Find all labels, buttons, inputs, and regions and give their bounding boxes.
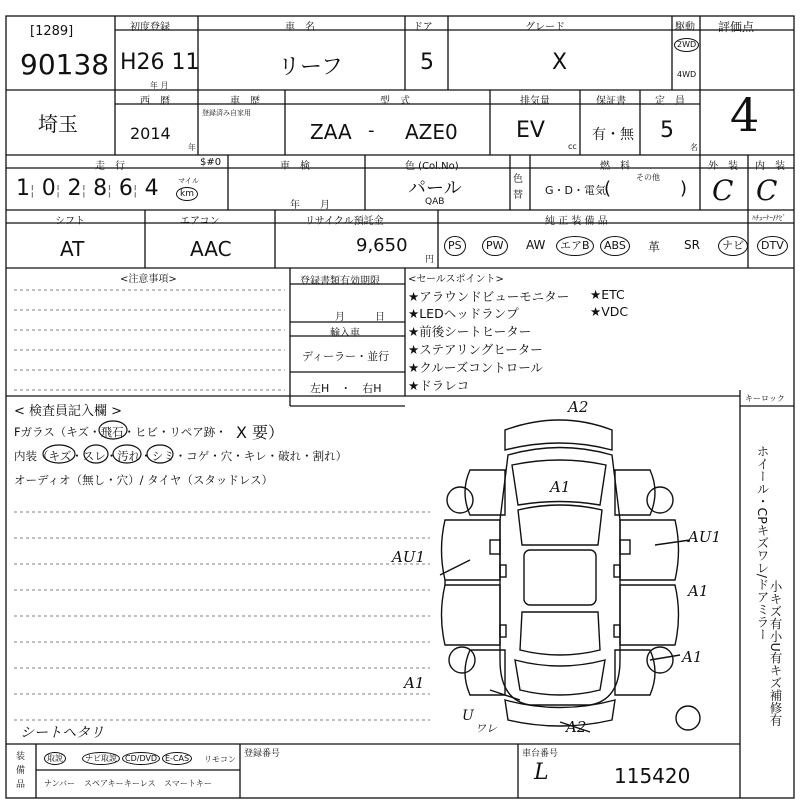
reg-number-label: 登録番号 [244, 749, 281, 759]
mileage-label: 走 行 [95, 161, 125, 172]
mileage-unit-mile: マイル [178, 177, 199, 185]
meter-label: $#0 [200, 157, 222, 168]
inspector-line-glass: Fガラス（キズ・飛石・ヒビ・リペア跡・ [14, 425, 227, 439]
vehicle-name-label: 車 名 [285, 22, 315, 33]
accessory-manual: 取説 [44, 752, 66, 765]
year-unit: 年 [188, 143, 196, 152]
exterior-value: C [712, 174, 734, 207]
model-label: 型 式 [380, 96, 410, 107]
grade-value: X [552, 50, 568, 75]
damage-mark: U [462, 708, 474, 724]
fuel-close: ) [680, 178, 688, 199]
score-value: 4 [730, 88, 760, 142]
damage-mark: A1 [682, 648, 703, 666]
inspector-line-interior: 内装（キズ・スレ・汚れ・シミ・コゲ・穴・キレ・破れ・割れ） [14, 449, 348, 463]
accessory-cd-dvd: CD/DVD [122, 752, 160, 765]
displacement-value: EV [516, 118, 545, 143]
exterior-label: 外 装 [708, 161, 738, 172]
sales-point-item: ★クルーズコントロール [408, 360, 543, 375]
chassis-prefix: L [534, 760, 549, 785]
history-label: 車 歴 [230, 96, 260, 107]
mileage-digit: 8 [93, 176, 108, 201]
inspector-label: < 検査員記入欄 > [14, 404, 123, 419]
damage-mark: A1 [688, 582, 709, 600]
first-registration-label: 初度登録 [130, 22, 170, 33]
accessory-navi-manual: ナビ取説 [82, 752, 120, 765]
warranty-value: 有・無 [592, 127, 634, 143]
model-value: AZE0 [405, 120, 458, 144]
sales-point-item: ★VDC [590, 304, 629, 319]
accessories-label: 装備品 [16, 752, 26, 790]
damage-mark: A1 [404, 674, 425, 692]
sales-point-item: ★ETC [590, 287, 625, 302]
mileage-digit: 4 [144, 176, 159, 201]
chassis-value: 115420 [614, 764, 691, 788]
legend-item: ホイール・CP [755, 445, 770, 524]
mileage-digit: 6 [118, 176, 133, 201]
first-registration-value: H26 11 [120, 50, 200, 75]
inspection-label: 車 検 [280, 161, 310, 172]
key-lock-label: キーロック [745, 394, 785, 403]
equipment-navi: ナビ [718, 236, 748, 256]
mileage-digit: 2 [67, 176, 82, 201]
damage-mark: A2 [566, 718, 587, 736]
legend-item: 小U [768, 630, 783, 652]
sales-point-item: ★アラウンドビューモニター [408, 289, 570, 304]
inspector-handwritten-note: シートヘタリ [20, 725, 104, 741]
damage-mark: A2 [568, 398, 589, 416]
color-value: パール [408, 178, 462, 199]
sales-points-label: <セールスポイント> [408, 274, 504, 285]
drive-label: 駆動 [675, 22, 695, 33]
inspector-line-glass-required: X 要） [236, 423, 285, 442]
legend-item: 有 [768, 617, 783, 630]
lot-small: [1289] [30, 24, 74, 39]
sales-point-item: ★ステアリングヒーター [408, 342, 543, 357]
accessory-spare-key: スペアキー [84, 779, 124, 788]
dealer-option: ディーラー・並行 [302, 350, 390, 363]
inspector-line-audio: オーディオ（無し・穴）/ タイヤ（スタッドレス） [14, 473, 274, 487]
notes-label: <注意事項> [120, 274, 177, 285]
capacity-unit: 名 [690, 143, 698, 152]
displacement-unit: cc [568, 142, 577, 151]
mileage-digit: 0 [41, 176, 56, 201]
fuel-value: G・D・電気 [545, 184, 606, 197]
equipment-ps: PS [444, 236, 466, 256]
equipment-leather: 革 [648, 240, 661, 254]
equipment-pw: PW [482, 236, 508, 256]
doors-label: ドア [413, 22, 433, 33]
aircon-value: AAC [190, 237, 232, 261]
vehicle-name-value: リーフ [278, 55, 343, 80]
handle-option: 左H ・ 右H [310, 382, 382, 395]
color-code: QAB [425, 197, 445, 207]
damage-mark: ワレ [475, 722, 497, 735]
registration-date-unit: 月 日 [335, 312, 385, 323]
color-change-label: 色替 [513, 174, 523, 201]
shift-value: AT [60, 237, 85, 261]
sales-point-item: ★LEDヘッドランプ [408, 306, 519, 321]
legend-item: キズ [768, 664, 783, 690]
mileage-digits: 1¦ 0¦ 2¦ 8¦ 6¦ 4 [16, 176, 159, 201]
legend-vertical-2 [768, 580, 782, 745]
grade-label: グレード [525, 22, 565, 33]
equipment-aw: AW [526, 238, 546, 252]
recycle-unit: 円 [425, 255, 435, 265]
accessory-ecas: E-CAS [162, 752, 192, 765]
legend-item: 補修有 [768, 689, 783, 727]
equipment-dtv: DTV [757, 236, 788, 256]
equipment-label: 純 正 装 備 品 [545, 216, 608, 227]
recycle-label: リサイクル預託金 [305, 216, 384, 227]
damage-mark: AU1 [688, 528, 722, 546]
region-value: 埼玉 [38, 112, 78, 136]
mileage-digit: 1 [16, 176, 30, 201]
equipment-sr: SR [684, 238, 700, 252]
fuel-other: その他 [636, 173, 660, 182]
interior-label: 内 装 [755, 161, 785, 172]
legend-item: ワレ/ドアミラー [755, 548, 770, 641]
chassis-label: 車台番号 [522, 749, 559, 759]
equipment-abs: ABS [600, 236, 630, 256]
displacement-label: 排気量 [520, 96, 550, 107]
recycle-value: 9,650 [356, 235, 408, 256]
drive-4wd: 4WD [677, 70, 697, 79]
equipment-extra-label: ﾊﾁｭｰﾅｰ/ﾅﾋﾞ [752, 214, 786, 222]
year-label: 西 暦 [140, 96, 170, 107]
import-label: 輸入車 [330, 328, 360, 339]
capacity-label: 定 員 [655, 96, 685, 107]
score-label: 評価点 [718, 20, 755, 34]
model-dash: - [368, 120, 375, 141]
damage-mark: A1 [550, 478, 571, 496]
color-label: 色 (Col.No) [405, 161, 459, 172]
model-prefix: ZAA [310, 120, 352, 144]
mileage-unit-km: km [176, 187, 198, 201]
warranty-label: 保証書 [596, 96, 626, 107]
aircon-label: エアコン [180, 216, 220, 227]
legend-vertical [755, 445, 769, 745]
capacity-value: 5 [660, 118, 674, 143]
legend-item: キズ [755, 523, 770, 549]
legend-item: 有 [768, 651, 783, 665]
fuel-circle: ( [604, 178, 612, 199]
legend-item: 小キズ [768, 580, 783, 618]
first-registration-unit: 年 月 [150, 81, 169, 90]
accessory-keyless: キーレス [124, 779, 156, 788]
registration-label: 登録書類有効期限 [300, 276, 380, 287]
sales-point-item: ★前後シートヒーター [408, 324, 532, 339]
accessory-smart-key: スマートキー [164, 779, 212, 788]
lot-number: 90138 [20, 48, 110, 81]
shift-label: シフト [55, 216, 85, 227]
fuel-label: 燃 料 [600, 161, 630, 172]
damage-mark: AU1 [392, 548, 426, 566]
inspection-unit: 年 月 [290, 200, 330, 211]
sales-point-item: ★ドラレコ [408, 378, 470, 393]
drive-2wd: 2WD [674, 38, 699, 52]
doors-value: 5 [420, 50, 434, 75]
year-value: 2014 [130, 124, 171, 143]
equipment-airbag: エアB [556, 236, 594, 256]
accessory-remote: リモコン [204, 755, 236, 764]
accessory-plate: ナンバー [44, 779, 76, 788]
interior-value: C [756, 174, 778, 207]
history-sub: 登録済み自家用 [202, 109, 251, 117]
